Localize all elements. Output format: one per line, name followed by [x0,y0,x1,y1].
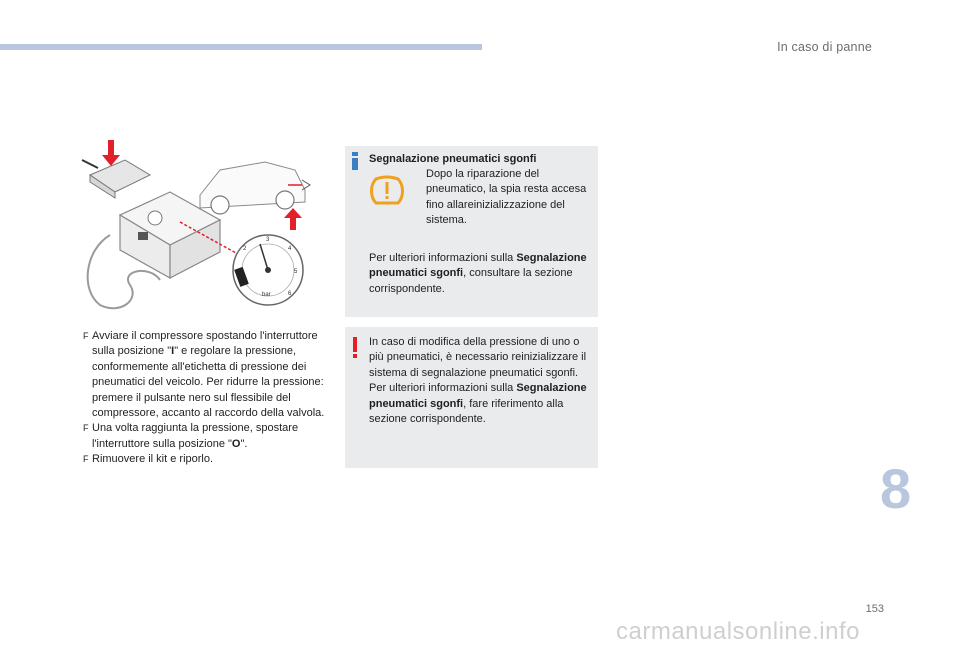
info-box-text: Dopo la riparazione del pneumatico, la spia resta accesa fino allareinizializzazione del sistema. [426,168,587,227]
instruction-step: F Rimuovere il kit e riporlo. [84,452,329,467]
info-box-reference: Per ulteriori informazioni sulla Segnalazione pneumatici sgonfi, consultare la sezione corrispondente. [369,252,587,295]
instruction-step: F Avviare il compressore spostando l'interruttore sulla posizione "I" e regolare la pressione, conformemente all'etichetta di pressione dei pneumatici del veicolo. Per ridurre la pressione: premere il pulsante nero sul flessibile del compressore, accanto al raccordo della valvola. [83,330,325,420]
page-number: 153 [865,603,884,615]
warning-box-text: In caso di modifica della pressione di uno o più pneumatici, è necessario reinizializzare il sistema di segnalazione pneumatici sgonfi. Per ulteriori informazioni sulla Segnalazione pneumatici sgonfi, fare riferimento alla sezione corrispondente. [369,336,587,426]
chapter-number: 8 [880,457,912,520]
bullet-icon: F [83,454,89,465]
info-icon [352,152,358,170]
watermark: carmanualsonline.info [616,618,860,645]
section-title: In caso di panne [777,40,872,54]
gauge-tick-5: 5 [294,269,298,275]
info-box-title: Segnalazione pneumatici sgonfi [369,153,537,165]
compressor-illustration [80,140,330,315]
tyre-pressure-warning-icon [368,171,406,209]
bullet-icon: F [83,423,89,434]
warning-box [345,327,598,468]
gauge-tick-2: 2 [243,246,247,252]
warning-exclamation-icon [351,337,359,359]
gauge-unit: bar [262,292,271,298]
gauge-tick-6: 6 [288,291,292,297]
gauge-tick-3: 3 [266,237,270,243]
instruction-step: F Una volta raggiunta la pressione, spostare l'interruttore sulla posizione "O". [83,422,299,450]
gauge-tick-4: 4 [288,246,292,252]
info-box [345,146,598,317]
header-bar [0,44,482,50]
bullet-icon: F [83,331,89,341]
instruction-list [84,329,329,468]
